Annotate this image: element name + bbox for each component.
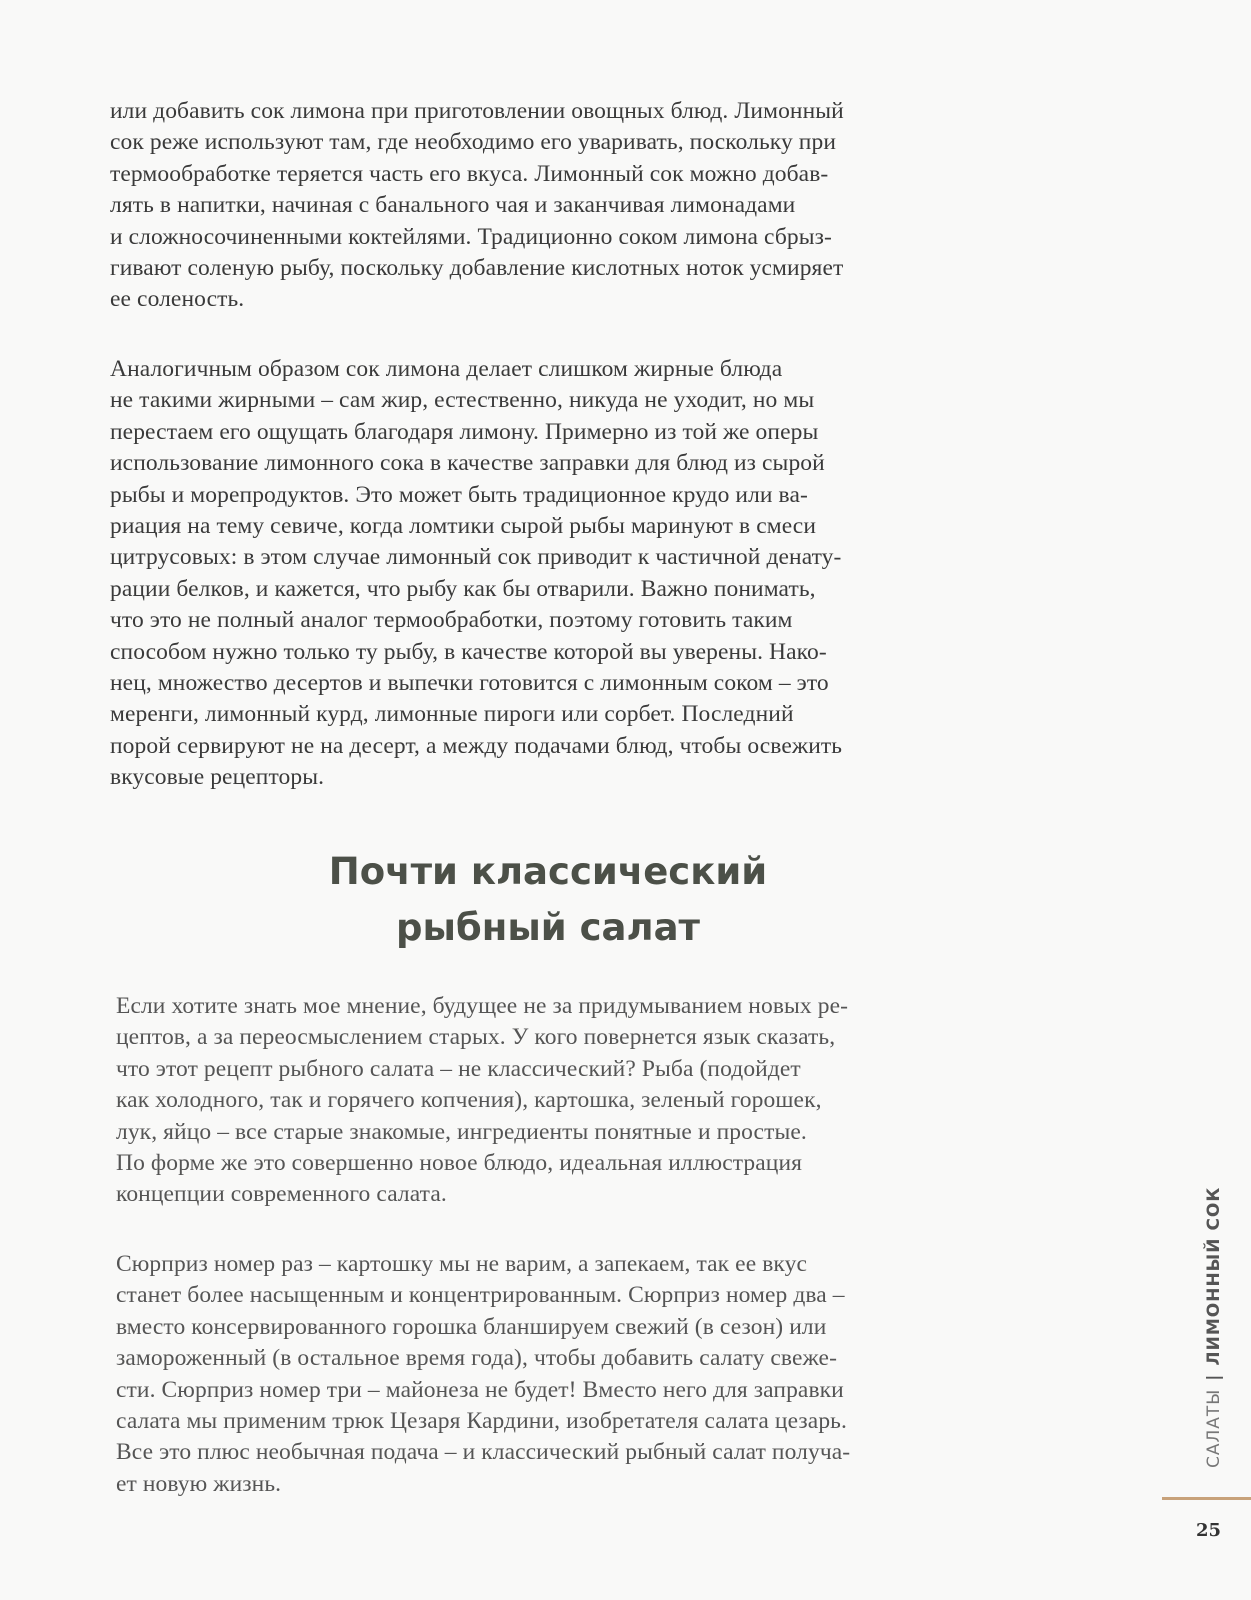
text-line: салата мы применим трюк Цезаря Кардини, изобретателя салата цезарь. xyxy=(116,1408,847,1435)
text-line: вкусовые рецепторы. xyxy=(110,764,325,791)
text-line: концепции современного салата. xyxy=(116,1181,447,1208)
text-line: цитрусовых: в этом случае лимонный сок приводит к частичной денату- xyxy=(110,544,842,571)
text-line: способом нужно только ту рыбу, в качестве которой вы уверены. Нако- xyxy=(110,638,827,665)
text-line: рации белков, и кажется, что рыбу как бы отварили. Важно понимать, xyxy=(110,575,816,602)
text-line: как холодного, так и горячего копчения), картошка, зеленый горошек, xyxy=(116,1087,822,1114)
text-line: порой сервируют не на десерт, а между подачами блюд, чтобы освежить xyxy=(110,732,843,759)
text-line: лук, яйцо – все старые знакомые, ингредиенты понятные и простые. xyxy=(116,1118,807,1145)
section-name: САЛАТЫ xyxy=(1204,1388,1224,1468)
page-number-rule xyxy=(1162,1497,1251,1500)
text-line: замороженный (в остальное время года), чтобы добавить салату свеже- xyxy=(116,1345,838,1372)
text-line: и сложносочиненными коктейлями. Традиционно соком лимона сбрыз- xyxy=(110,223,832,250)
text-line: цептов, а за переосмыслением старых. У кого повернется язык сказать, xyxy=(116,1024,836,1051)
text-line: что это не полный аналог термообработки, поэтому готовить таким xyxy=(110,607,793,634)
section-separator: | xyxy=(1204,1373,1224,1381)
text-line: ет новую жизнь. xyxy=(116,1470,282,1497)
text-line: термообработке теряется часть его вкуса. Лимонный сок можно добав- xyxy=(110,160,829,187)
recipe-title xyxy=(0,844,1096,956)
text-line: лять в напитки, начиная с банального чая и заканчивая лимонадами xyxy=(110,192,796,219)
text-line: Аналогичным образом сок лимона делает слишком жирные блюда xyxy=(110,356,783,382)
recipe-intro-paragraph xyxy=(116,991,848,1211)
text-line: Сюрприз номер раз – картошку мы не варим, а запекаем, так ее вкус xyxy=(116,1251,807,1277)
text-line: сти. Сюрприз номер три – майонеза не будет! Вместо него для заправки xyxy=(116,1376,844,1403)
text-line: гивают соленую рыбу, поскольку добавление кислотных ноток усмиряет xyxy=(110,255,844,282)
text-line: что этот рецепт рыбного салата – не классический? Рыба (подойдет xyxy=(116,1055,801,1082)
text-line: вместо консервированного горошка бланшируем свежий (в сезон) или xyxy=(116,1313,827,1340)
section-running-head xyxy=(1204,1187,1224,1468)
recipe-title-line: Почти классический xyxy=(328,850,768,893)
recipe-intro-paragraph xyxy=(116,1249,850,1500)
text-line: станет более насыщенным и концентрированным. Сюрприз номер два – xyxy=(116,1282,845,1309)
text-line: По форме же это совершенно новое блюдо, идеальная иллюстрация xyxy=(116,1150,803,1177)
text-line: перестаем его ощущать благодаря лимону. Примерно из той же оперы xyxy=(110,418,819,445)
text-line: использование лимонного сока в качестве заправки для блюд из сырой xyxy=(110,450,825,477)
recipe-title-line: рыбный салат xyxy=(395,906,701,949)
page-number: 25 xyxy=(1196,1520,1222,1541)
body-paragraph xyxy=(110,354,842,794)
text-line: нец, множество десертов и выпечки готовится с лимонным соком – это xyxy=(110,670,829,697)
text-line: Все это плюс необычная подача – и классический рыбный салат получа- xyxy=(116,1439,851,1466)
text-line: ее соленость. xyxy=(110,286,245,313)
text-line: рыбы и морепродуктов. Это может быть традиционное крудо или ва- xyxy=(110,481,808,508)
chapter-topic: ЛИМОННЫЙ СОК xyxy=(1204,1186,1224,1366)
text-line: меренги, лимонный курд, лимонные пироги или сорбет. Последний xyxy=(110,701,794,728)
text-line: сок реже используют там, где необходимо его уваривать, поскольку при xyxy=(110,129,837,156)
text-line: Если хотите знать мое мнение, будущее не за придумыванием новых ре- xyxy=(116,993,849,1019)
text-line: не такими жирными – сам жир, естественно, никуда не уходит, но мы xyxy=(110,387,815,414)
body-paragraph xyxy=(110,96,844,316)
text-line: риация на тему севиче, когда ломтики сырой рыбы маринуют в смеси xyxy=(110,513,817,540)
text-line: или добавить сок лимона при приготовлении овощных блюд. Лимонный xyxy=(110,98,844,124)
